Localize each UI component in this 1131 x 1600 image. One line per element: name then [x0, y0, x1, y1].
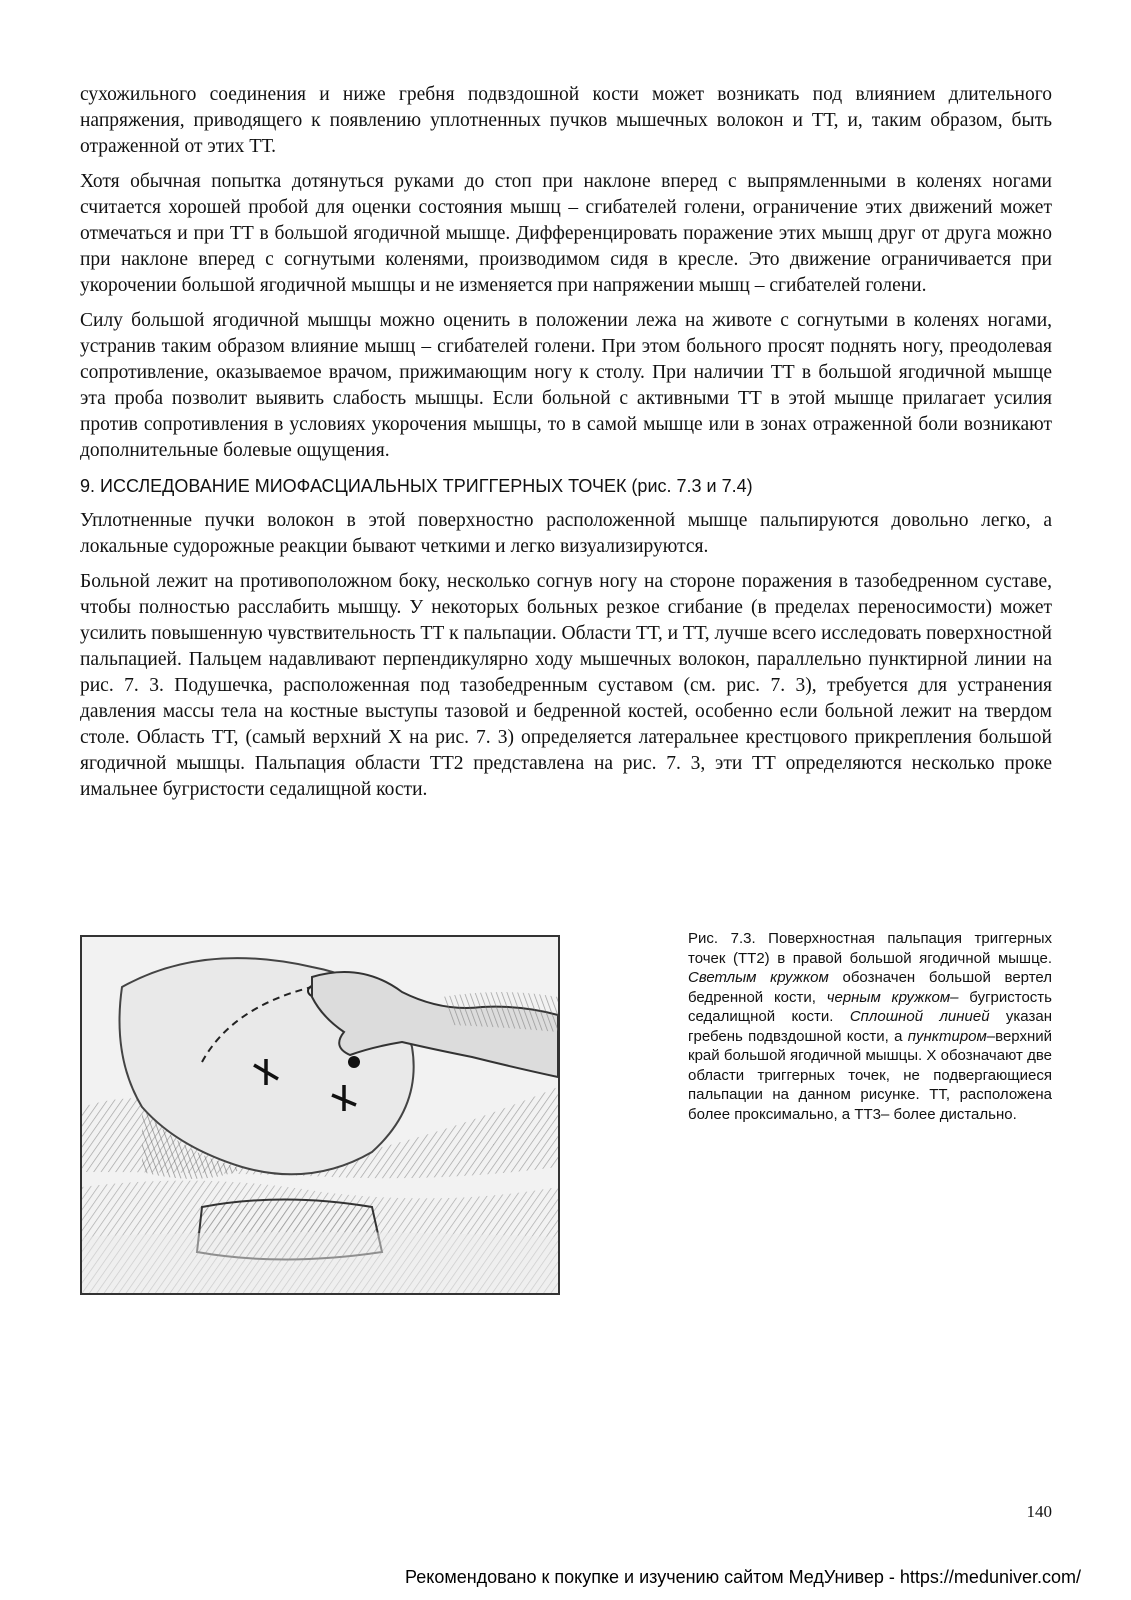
- paragraph-1: сухожильного соединения и ниже гребня подвздошной кости может возникать под влиянием длительного напряжения, приводящего к появлению уплотненных пучков мышечных волокон и ТТ, и, таким образом, быть отраженной от этих ТТ.: [80, 84, 1052, 157]
- caption-italic-1: Светлым кружком: [688, 969, 829, 986]
- paragraph-4: Уплотненные пучки волокон в этой поверхностно расположенной мышце пальпируются довольно легко, а локальные судорожные реакции бывают четкими и легко визуализируются.: [80, 510, 1052, 557]
- page-body: [80, 82, 1052, 812]
- paragraph-2: Хотя обычная попытка дотянуться руками до стоп при наклоне вперед с выпрямленными в коленях ногами считается хорошей пробой для оценки состояния мышц – сгибателей голени, ограничение этих движений может отмечаться и при ТТ в большой ягодичной мышце. Дифференцировать поражение этих мышц друг от друга можно при наклоне вперед с согнутыми коленями, производимом сидя в кресле. Это движение ограничивается при укорочении большой ягодичной мышцы и не изменяется при напряжении мышц – сгибателей голени.: [80, 171, 1052, 296]
- footer-link[interactable]: Рекомендовано к покупке и изучению сайтом МедУнивер - https://meduniver.com/: [405, 1567, 1081, 1587]
- paragraph-3: Силу большой ягодичной мышцы можно оценить в положении лежа на животе с согнутыми в коленях ногами, устранив таким образом влияние мышц – сгибателей голени. При этом больного просят поднять ногу, преодолевая сопротивление, оказываемое врачом, прижимающим ногу к столу. При наличии ТТ в большой ягодичной мышце эта проба позволит выявить слабость мышцы. Если больной с активными ТТ в этой мышце прилагает усилия против сопротивления в условиях укорочения мышцы, то в самой мышце или в зонах отраженной боли возникают дополнительные болевые ощущения.: [80, 310, 1052, 461]
- figure-illustration: [80, 935, 560, 1295]
- figure-caption: [688, 929, 1052, 1124]
- caption-text-5: –верхний край большой ягодичной мышцы. X обозначают две области триггерных точек, не подвергающиеся пальпации на данном рисунке. ТТ, расположена более проксимально, а ТТ3– более дистально.: [688, 1027, 1052, 1123]
- caption-text-1: Рис. 7.3. Поверхностная пальпация триггерных точек (ТТ2) в правой большой ягодичной мышце.: [688, 930, 1052, 967]
- figure-7-3: [80, 930, 1052, 1295]
- caption-italic-4: пунктиром: [907, 1027, 987, 1045]
- caption-text-2: обозначен большой вертел бедренной кости,: [688, 969, 1052, 1006]
- section-heading: 9. ИССЛЕДОВАНИЕ МИОФАСЦИАЛЬНЫХ ТРИГГЕРНЫХ ТОЧЕК (рис. 7.3 и 7.4): [80, 476, 753, 496]
- illustration-drawing: [82, 937, 558, 1293]
- caption-italic-3: Сплошной линией: [849, 1008, 990, 1025]
- page-number: 140: [1026, 1502, 1052, 1521]
- caption-text-4: указан гребень подвздошной кости, а: [688, 1008, 1052, 1045]
- paragraph-5: Больной лежит на противоположном боку, несколько согнув ногу на стороне поражения в тазобедренном суставе, чтобы полностью расслабить мышцу. У некоторых больных резкое сгибание (в пределах переносимости) может усилить повышенную чувствительность ТТ к пальпации. Области ТТ, и ТТ, лучше всего исследовать поверхностной пальпацией. Пальцем надавливают перпендикулярно ходу мышечных волокон, параллельно пунктирной линии на рис. 7. 3. Подушечка, расположенная под тазобедренным суставом (см. рис. 7. 3), требуется для устранения давления массы тела на костные выступы тазовой и бедренной костей, особенно если больной лежит на твердом столе. Область ТТ, (самый верхний X на рис. 7. 3) определяется латеральнее крестцового прикрепления большой ягодичной мышцы. Пальпация области ТТ2 представлена на рис. 7. 3, эти ТТ определяются несколько проке имальнее бугристости седалищной кости.: [80, 571, 1052, 800]
- caption-italic-2: черным кружком–: [826, 988, 959, 1006]
- caption-text-3: бугристость седалищной кости.: [688, 988, 1052, 1025]
